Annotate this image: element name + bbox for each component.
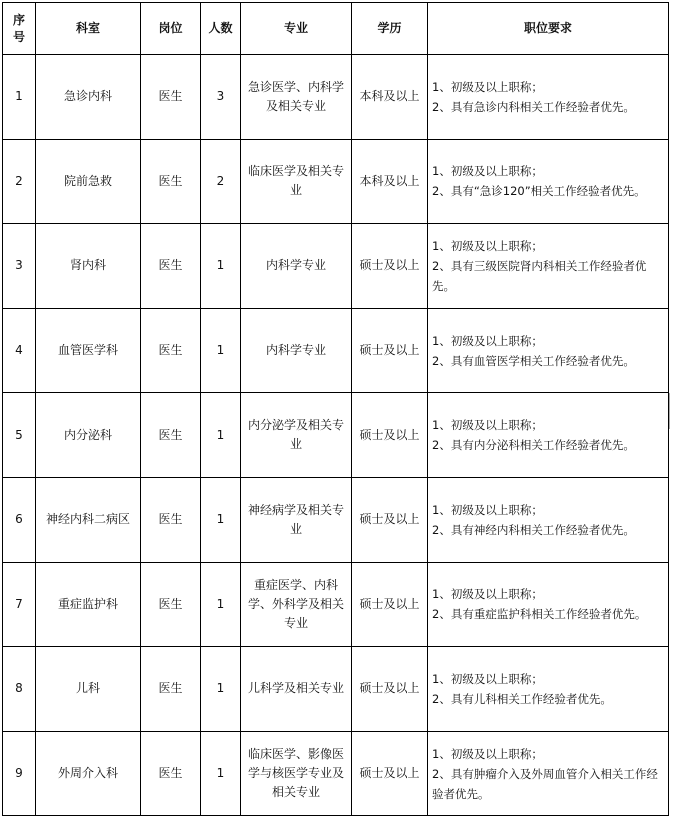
- requirement-line: 2、具有重症监护科相关工作经验者优先。: [432, 607, 647, 622]
- cell-requirements: [428, 393, 669, 478]
- cell-major: 临床医学、影像医学与核医学专业及相关专业: [241, 731, 352, 816]
- table-row: [3, 308, 669, 393]
- requirement-line: 1、初级及以上职称；: [432, 333, 543, 348]
- cell-major: 急诊医学、内科学及相关专业: [241, 55, 352, 140]
- table-row: [3, 477, 669, 562]
- cell-post: 医生: [141, 562, 201, 647]
- requirement-line: 2、具有三级医院肾内科相关工作经验者优先。: [432, 258, 647, 293]
- cell-post: 医生: [141, 55, 201, 140]
- scroll-indicator: [669, 393, 673, 429]
- cell-post: 医生: [141, 647, 201, 732]
- cell-count: 1: [201, 477, 241, 562]
- cell-department: 神经内科二病区: [36, 477, 141, 562]
- cell-department: 儿科: [36, 647, 141, 732]
- cell-department: 内分泌科: [36, 393, 141, 478]
- cell-education: 本科及以上: [352, 139, 428, 224]
- cell-requirements: [428, 55, 669, 140]
- requirement-line: 1、初级及以上职称；: [432, 746, 543, 761]
- cell-index: 9: [3, 731, 36, 816]
- cell-education: 硕士及以上: [352, 647, 428, 732]
- requirement-line: 1、初级及以上职称；: [432, 238, 543, 253]
- header-count: 人数: [201, 3, 241, 55]
- cell-education: 硕士及以上: [352, 731, 428, 816]
- cell-count: 1: [201, 647, 241, 732]
- cell-major: 内分泌学及相关专业: [241, 393, 352, 478]
- table-row: [3, 393, 669, 478]
- cell-count: 2: [201, 139, 241, 224]
- cell-department: 急诊内科: [36, 55, 141, 140]
- table-row: [3, 562, 669, 647]
- cell-major: 儿科学及相关专业: [241, 647, 352, 732]
- cell-department: 重症监护科: [36, 562, 141, 647]
- cell-post: 医生: [141, 308, 201, 393]
- cell-education: 本科及以上: [352, 55, 428, 140]
- cell-count: 1: [201, 393, 241, 478]
- cell-index: 3: [3, 224, 36, 309]
- cell-major: 内科学专业: [241, 308, 352, 393]
- header-row: [3, 3, 669, 55]
- cell-count: 1: [201, 308, 241, 393]
- cell-requirements: [428, 139, 669, 224]
- header-requirements: 职位要求: [428, 3, 669, 55]
- cell-count: 1: [201, 224, 241, 309]
- cell-education: 硕士及以上: [352, 562, 428, 647]
- cell-education: 硕士及以上: [352, 224, 428, 309]
- cell-requirements: [428, 562, 669, 647]
- cell-index: 8: [3, 647, 36, 732]
- requirement-line: 1、初级及以上职称；: [432, 418, 543, 433]
- header-department: 科室: [36, 3, 141, 55]
- cell-education: 硕士及以上: [352, 308, 428, 393]
- cell-index: 1: [3, 55, 36, 140]
- cell-major: 内科学专业: [241, 224, 352, 309]
- cell-index: 5: [3, 393, 36, 478]
- cell-count: 1: [201, 562, 241, 647]
- table-row: [3, 139, 669, 224]
- cell-count: 1: [201, 731, 241, 816]
- cell-post: 医生: [141, 393, 201, 478]
- requirement-line: 1、初级及以上职称；: [432, 502, 543, 517]
- recruitment-table: [2, 2, 669, 816]
- cell-requirements: [428, 308, 669, 393]
- header-index: 序 号: [3, 3, 36, 55]
- cell-post: 医生: [141, 477, 201, 562]
- requirement-line: 1、初级及以上职称；: [432, 671, 543, 686]
- cell-requirements: [428, 647, 669, 732]
- requirement-line: 1、初级及以上职称；: [432, 587, 543, 602]
- cell-index: 4: [3, 308, 36, 393]
- cell-requirements: [428, 224, 669, 309]
- cell-major: 神经病学及相关专业: [241, 477, 352, 562]
- requirement-line: 2、具有血管医学相关工作经验者优先。: [432, 353, 635, 368]
- cell-education: 硕士及以上: [352, 393, 428, 478]
- requirement-line: 2、具有神经内科相关工作经验者优先。: [432, 522, 635, 537]
- cell-count: 3: [201, 55, 241, 140]
- header-major: 专业: [241, 3, 352, 55]
- cell-post: 医生: [141, 731, 201, 816]
- cell-requirements: [428, 731, 669, 816]
- requirement-line: 1、初级及以上职称；: [432, 79, 543, 94]
- table-row: [3, 647, 669, 732]
- cell-major: 临床医学及相关专业: [241, 139, 352, 224]
- requirement-line: 2、具有急诊内科相关工作经验者优先。: [432, 99, 635, 114]
- cell-department: 血管医学科: [36, 308, 141, 393]
- header-education: 学历: [352, 3, 428, 55]
- header-post: 岗位: [141, 3, 201, 55]
- cell-education: 硕士及以上: [352, 477, 428, 562]
- cell-index: 2: [3, 139, 36, 224]
- table-row: [3, 55, 669, 140]
- cell-department: 肾内科: [36, 224, 141, 309]
- cell-post: 医生: [141, 139, 201, 224]
- table-row: [3, 224, 669, 309]
- requirement-line: 2、具有肿瘤介入及外周血管介入相关工作经验者优先。: [432, 766, 658, 801]
- cell-index: 7: [3, 562, 36, 647]
- cell-post: 医生: [141, 224, 201, 309]
- cell-department: 院前急救: [36, 139, 141, 224]
- table-row: [3, 731, 669, 816]
- requirement-line: 2、具有内分泌科相关工作经验者优先。: [432, 438, 635, 453]
- requirement-line: 2、具有儿科相关工作经验者优先。: [432, 691, 612, 706]
- requirement-line: 2、具有“急诊120”相关工作经验者优先。: [432, 184, 646, 199]
- cell-index: 6: [3, 477, 36, 562]
- cell-major: 重症医学、内科学、外科学及相关专业: [241, 562, 352, 647]
- cell-department: 外周介入科: [36, 731, 141, 816]
- cell-requirements: [428, 477, 669, 562]
- requirement-line: 1、初级及以上职称；: [432, 164, 543, 179]
